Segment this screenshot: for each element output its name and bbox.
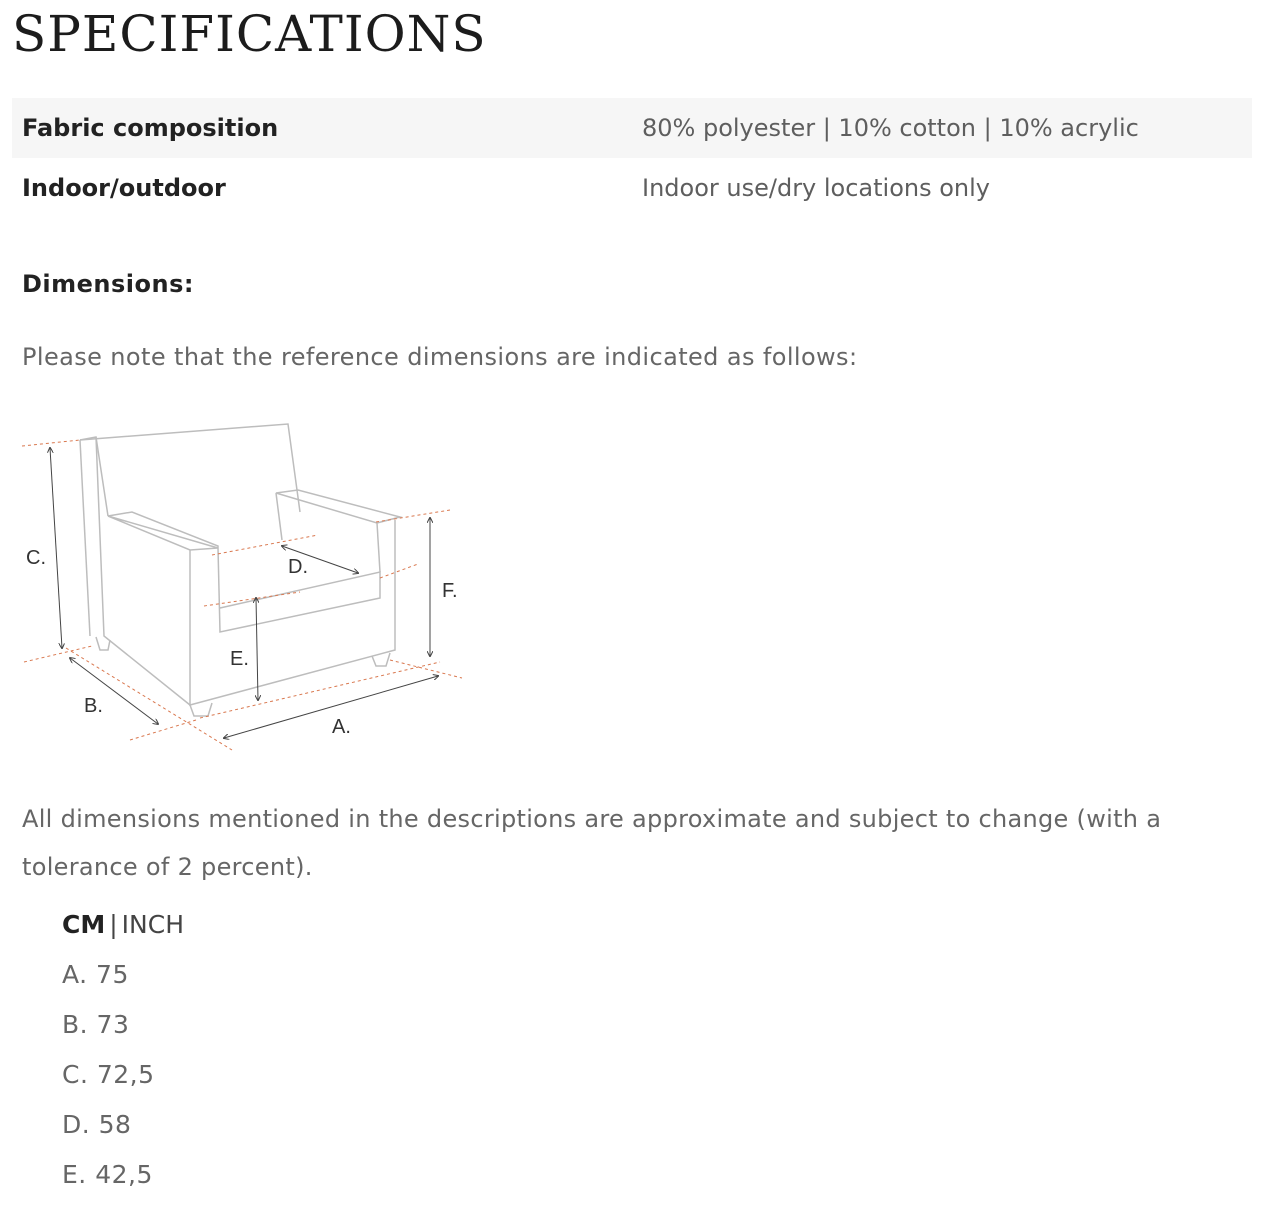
dimension-d: D. 58 bbox=[62, 1110, 132, 1139]
unit-inch-option[interactable]: INCH bbox=[121, 910, 185, 939]
dimensions-note: Please note that the reference dimensions are indicated as follows: bbox=[22, 343, 858, 371]
diagram-label-f: F. bbox=[442, 580, 458, 602]
unit-cm-option[interactable]: CM bbox=[62, 910, 106, 939]
diagram-label-e: E. bbox=[230, 648, 249, 670]
dimensions-heading: Dimensions: bbox=[22, 270, 194, 298]
spec-label: Fabric composition bbox=[22, 114, 279, 142]
diagram-label-d: D. bbox=[288, 556, 308, 578]
page-title: SPECIFICATIONS bbox=[12, 5, 487, 63]
armchair-outline bbox=[80, 424, 400, 716]
diagram-label-b: B. bbox=[84, 695, 103, 717]
spec-value: Indoor use/dry locations only bbox=[642, 174, 991, 202]
dimension-e: E. 42,5 bbox=[62, 1160, 153, 1189]
unit-separator: | bbox=[109, 910, 118, 939]
diagram-label-c: C. bbox=[26, 547, 46, 569]
dimensions-list bbox=[62, 953, 155, 1203]
spec-row-indoor-outdoor bbox=[12, 158, 1252, 218]
dimension-c: C. 72,5 bbox=[62, 1060, 155, 1089]
dimension-b: B. 73 bbox=[62, 1010, 130, 1039]
spec-table bbox=[12, 98, 1252, 218]
spec-label: Indoor/outdoor bbox=[22, 174, 226, 202]
unit-toggle bbox=[62, 910, 184, 939]
diagram-label-a: A. bbox=[332, 716, 351, 738]
spec-row-fabric bbox=[12, 98, 1252, 158]
spec-value: 80% polyester | 10% cotton | 10% acrylic bbox=[642, 114, 1139, 142]
armchair-dimension-diagram bbox=[0, 400, 480, 760]
tolerance-note: All dimensions mentioned in the descriptions are approximate and subject to change (with a tolerance of 2 percent). bbox=[22, 805, 1162, 881]
dimension-a: A. 75 bbox=[62, 960, 129, 989]
